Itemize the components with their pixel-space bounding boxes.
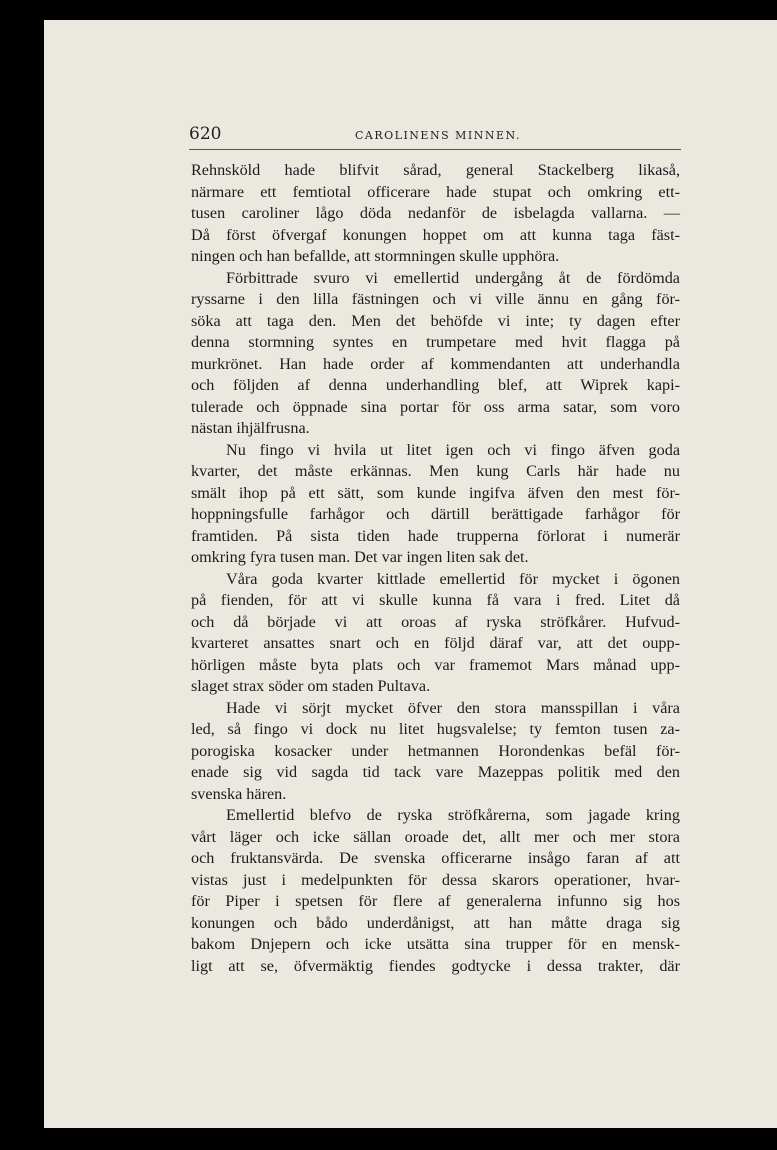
text-line: hörligen måste byta plats och var framemot Mars månad upp- <box>191 655 680 674</box>
header-rule <box>189 149 681 150</box>
text-line: nästan ihjälfrusna. <box>191 419 310 437</box>
text-line: vårt läger och icke sällan oroade det, allt mer och mer stora <box>191 827 680 846</box>
text-line: Hade vi sörjt mycket öfver den stora mansspillan i våra <box>226 698 680 717</box>
text-line: och då började vi att oroas af ryska ströfkårer. Hufvud- <box>191 612 680 631</box>
text-line: ningen och han befallde, att stormningen skulle upphöra. <box>191 247 560 265</box>
text-line: söka att taga den. Men det behöfde vi inte; ty dagen efter <box>191 311 680 330</box>
text-line: enade sig vid sagda tid tack vare Mazeppas politik med den <box>191 763 680 781</box>
text-line: bakom Dnjepern och icke utsätta sina trupper för en mensk- <box>191 935 680 953</box>
text-line: Emellertid blefvo de ryska ströfkårerna, som jagade kring <box>226 806 680 824</box>
running-title: CAROLINENS MINNEN. <box>355 129 521 142</box>
text-line: denna stormning syntes en trumpetare med hvit flagga på <box>191 333 680 351</box>
text-line: på fienden, för att vi skulle kunna få vara i fred. Litet då <box>191 591 680 609</box>
text-line: murkrönet. Han hade order af kommendanten att underhandla <box>191 354 680 373</box>
text-line: närmare ett femtiotal officerare hade stupat och omkring ett- <box>191 182 680 201</box>
text-line: slaget strax söder om staden Pultava. <box>191 677 431 695</box>
text-line: vistas just i medelpunkten för dessa skarors operationer, hvar- <box>191 870 680 889</box>
text-line: tusen caroliner lågo döda nedanför de isbelagda vallarna. — <box>191 204 680 222</box>
text-line: Förbittrade svuro vi emellertid undergång åt de fördömda <box>226 268 680 287</box>
page-number: 620 <box>189 124 222 144</box>
text-line: konungen och bådo underdånigst, att han måtte draga sig <box>191 913 680 932</box>
text-line: kvarter, det måste erkännas. Men kung Carls här hade nu <box>191 462 680 480</box>
text-line: för Piper i spetsen för flere af generalerna infunno sig hos <box>191 892 680 910</box>
text-line: hoppningsfulle farhågor och därtill berättigade farhågor för <box>191 505 680 523</box>
text-line: svenska hären. <box>191 784 287 803</box>
text-line: omkring fyra tusen man. Det var ingen liten sak det. <box>191 548 529 566</box>
text-line: ryssarne i den lilla fästningen och vi ville ännu en gång för- <box>191 290 680 308</box>
text-line: led, så fingo vi dock nu litet hugsvalelse; ty femton tusen za- <box>191 720 680 738</box>
text-line: och följden af denna underhandling blef, att Wiprek kapi- <box>191 376 680 394</box>
text-line: Rehnsköld hade blifvit sårad, general Stackelberg likaså, <box>191 161 680 179</box>
text-line: tulerade och öppnade sina portar för oss arma satar, som voro <box>191 397 680 416</box>
body-text <box>191 160 680 977</box>
text-line: kvarteret ansattes snart och en följd däraf var, att det oupp- <box>191 634 680 652</box>
text-line: ligt att se, öfvermäktig fiendes godtycke i dessa trakter, där <box>191 956 680 975</box>
text-line: smält ihop på ett sätt, som kunde ingifva äfven den mest för- <box>191 483 680 502</box>
page-header <box>189 124 681 146</box>
text-line: Då först öfvergaf konungen hoppet om att kunna taga fäst- <box>191 225 680 244</box>
text-line: Nu fingo vi hvila ut litet igen och vi fingo äfven goda <box>226 440 680 459</box>
text-line: porogiska kosacker under hetmannen Horondenkas befäl för- <box>191 741 680 760</box>
text-line: Våra goda kvarter kittlade emellertid för mycket i ögonen <box>226 569 680 588</box>
text-line: och fruktansvärda. De svenska officerarne insågo faran af att <box>191 849 680 867</box>
text-line: framtiden. På sista tiden hade trupperna förlorat i numerär <box>191 526 680 545</box>
